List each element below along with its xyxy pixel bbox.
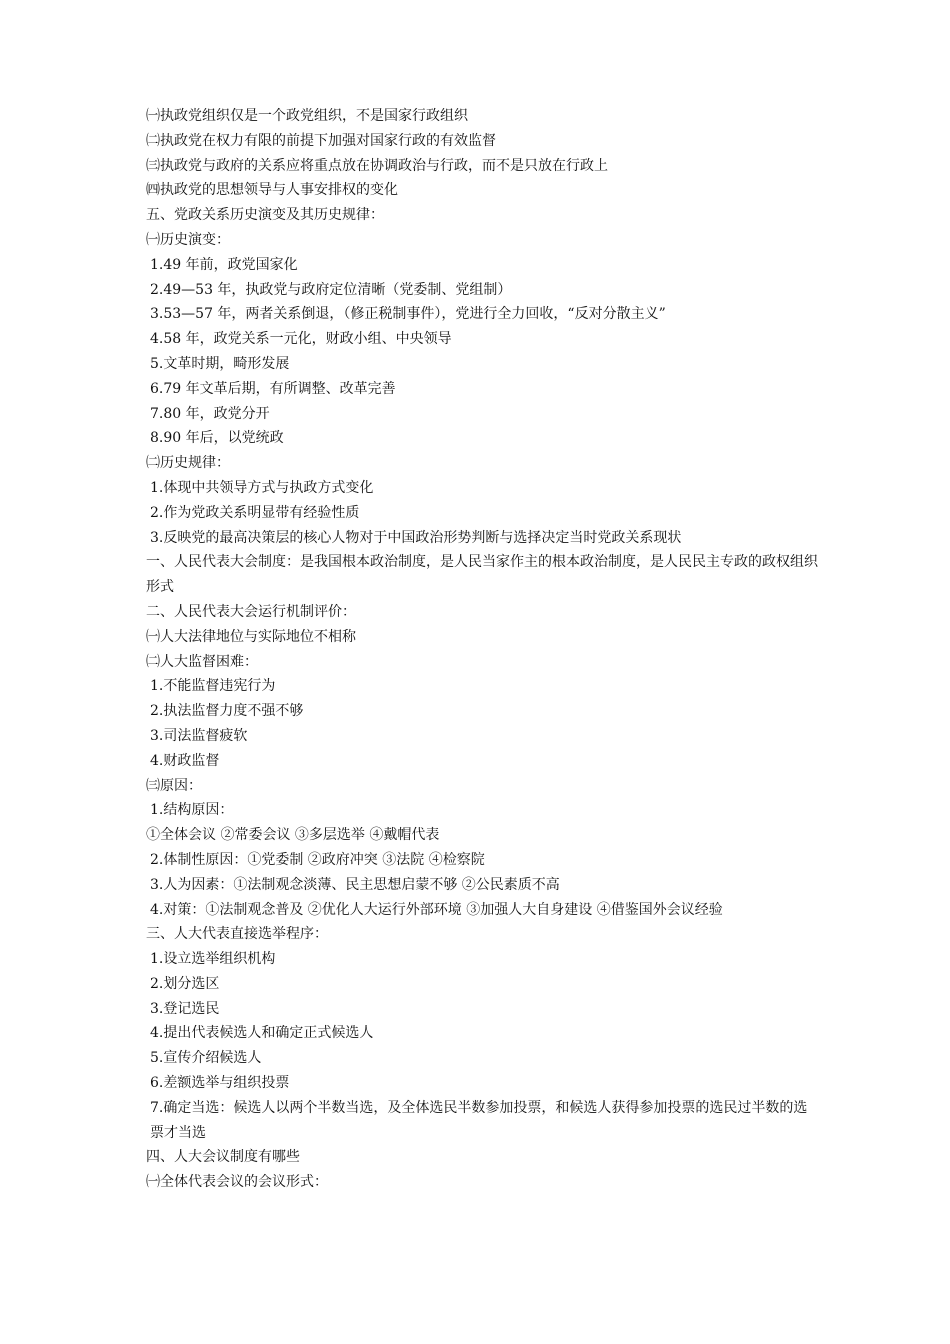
text-line: 7.确定当选：候选人以两个半数当选，及全体选民半数参加投票，和候选人获得参加投票的选民过半数的选票才当选 — [150, 1099, 808, 1141]
text-line: ㈡执政党在权力有限的前提下加强对国家行政的有效监督 — [146, 132, 496, 149]
text-line: 1.不能监督违宪行为 — [150, 678, 276, 695]
text-line: 1.体现中共领导方式与执政方式变化 — [150, 479, 374, 496]
text-line: 3.司法监督疲软 — [150, 727, 248, 744]
text-line: ㈠全体代表会议的会议形式： — [146, 1174, 328, 1191]
text-line: 8.90 年后，以党统政 — [150, 430, 284, 447]
text-line: 7.80 年，政党分开 — [150, 405, 270, 422]
text-line: ㈢执政党与政府的关系应将重点放在协调政治与行政，而不是只放在行政上 — [146, 157, 608, 174]
text-line: 3.人为因素：①法制观念淡薄、民主思想启蒙不够 ②公民素质不高 — [150, 876, 560, 893]
text-line: 1.49 年前，政党国家化 — [150, 256, 298, 273]
text-line: 3.登记选民 — [150, 1000, 220, 1017]
text-line: 四、人大会议制度有哪些 — [146, 1149, 300, 1166]
text-line: 2.划分选区 — [150, 975, 220, 992]
text-line: 三、人大代表直接选举程序： — [146, 926, 328, 943]
text-line: 1.设立选举组织机构 — [150, 951, 276, 968]
text-line: 5.宣传介绍候选人 — [150, 1050, 262, 1067]
text-line: 4.对策：①法制观念普及 ②优化人大运行外部环境 ③加强人大自身建设 ④借鉴国外会议经验 — [150, 901, 723, 918]
text-line: 4.财政监督 — [150, 752, 220, 769]
text-line: ㈠历史演变： — [146, 231, 230, 248]
text-line: ㈡历史规律： — [146, 455, 230, 472]
text-line: 3.反映党的最高决策层的核心人物对于中国政治形势判断与选择决定当时党政关系现状 — [150, 529, 682, 546]
document-body — [146, 104, 818, 1195]
text-line: 4.58 年，政党关系一元化，财政小组、中央领导 — [150, 331, 452, 348]
text-line: 2.体制性原因：①党委制 ②政府冲突 ③法院 ④检察院 — [150, 851, 485, 868]
text-line: 2.49—53 年，执政党与政府定位清晰（党委制、党组制） — [150, 281, 512, 298]
text-line: ㈡人大监督困难： — [146, 653, 258, 670]
text-line: ㈢原因： — [146, 777, 202, 794]
text-line: 5.文革时期，畸形发展 — [150, 355, 290, 372]
text-line: ㈠执政党组织仅是一个政党组织，不是国家行政组织 — [146, 108, 468, 124]
text-line: 6.79 年文革后期，有所调整、改革完善 — [150, 380, 396, 397]
text-line: ㈣执政党的思想领导与人事安排权的变化 — [146, 182, 398, 199]
text-line: 2.作为党政关系明显带有经验性质 — [150, 504, 360, 521]
text-line: 2.执法监督力度不强不够 — [150, 703, 304, 720]
text-line: ①全体会议 ②常委会议 ③多层选举 ④戴帽代表 — [146, 827, 440, 844]
text-line: 一、人民代表大会制度：是我国根本政治制度，是人民当家作主的根本政治制度，是人民民主专政的政权组织形式 — [146, 554, 818, 596]
text-line: 4.提出代表候选人和确定正式候选人 — [150, 1025, 374, 1042]
text-line: 二、人民代表大会运行机制评价： — [146, 603, 356, 620]
text-line: ㈠人大法律地位与实际地位不相称 — [146, 628, 356, 645]
text-line: 6.差额选举与组织投票 — [150, 1075, 290, 1092]
text-line: 1.结构原因： — [150, 802, 234, 819]
text-line: 3.53—57 年，两者关系倒退，（修正税制事件），党进行全力回收，“反对分散主义” — [150, 306, 666, 323]
text-line: 五、党政关系历史演变及其历史规律： — [146, 207, 384, 224]
